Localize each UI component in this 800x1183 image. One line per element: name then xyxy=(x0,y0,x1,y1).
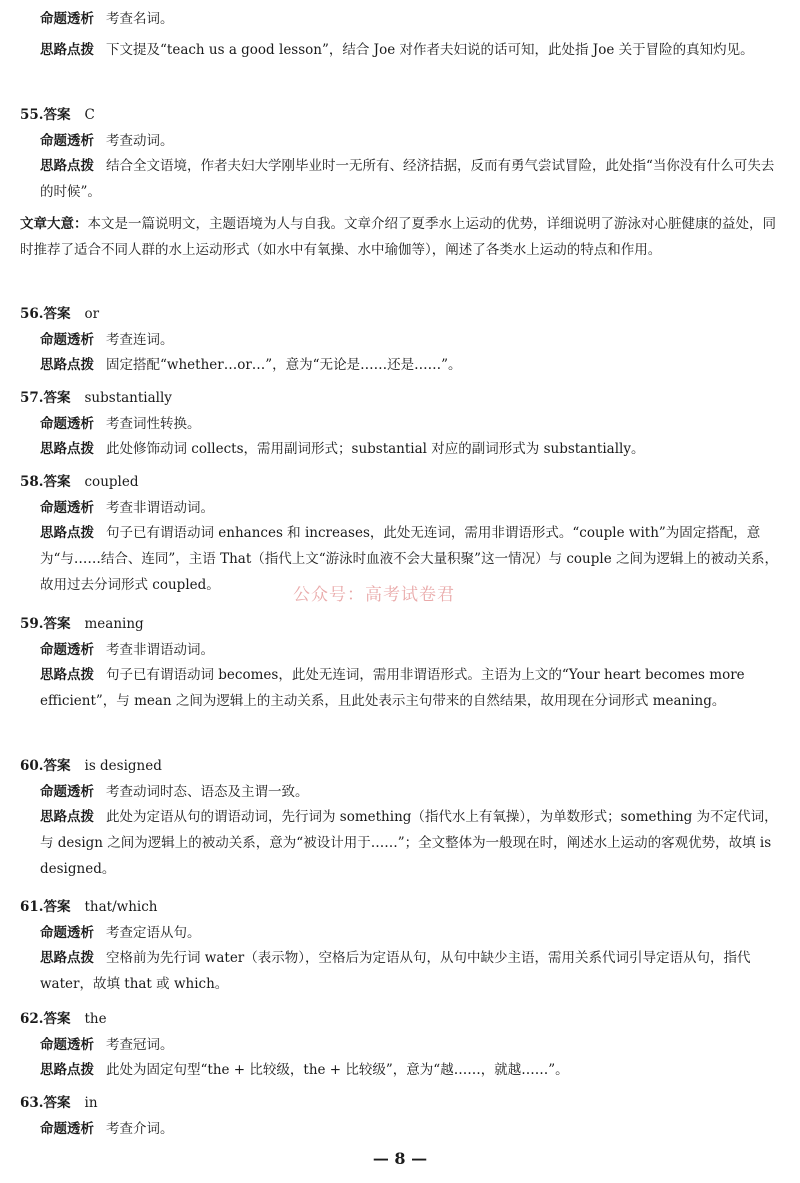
top-guide: 思路点拨 下文提及“teach us a good lesson”，结合 Joe 对作者夫妇说的话可知，此处指 Joe 关于冒险的真知灼见。 xyxy=(40,42,754,58)
q57-analysis: 命题透析 考查词性转换。 xyxy=(40,416,201,432)
q56-guide: 思路点拨 固定搭配“whether…or…”，意为“无论是……还是……”。 xyxy=(40,357,462,373)
q57-guide: 思路点拨 此处修饰动词 collects，需用副词形式；substantial 对应的副词形式为 substantially。 xyxy=(40,441,645,457)
q56-answer: 56.答案 or xyxy=(20,306,100,322)
q61-guide: 思路点拨 空格前为先行词 water（表示物），空格后为定语从句，从句中缺少主语，需用关系代词引导定语从句，指代 water，故填 that 或 which。 xyxy=(40,950,751,992)
q61-analysis: 命题透析 考查定语从句。 xyxy=(40,925,201,941)
q60-answer: 60.答案 is designed xyxy=(20,758,162,774)
q59-answer: 59.答案 meaning xyxy=(20,616,144,632)
q60-analysis: 命题透析 考查动词时态、语态及主谓一致。 xyxy=(40,784,309,800)
page-number: — 8 — xyxy=(372,1149,428,1168)
q58-answer: 58.答案 coupled xyxy=(20,474,139,490)
q58-guide: 思路点拨 句子已有谓语动词 enhances 和 increases，此处无连词，需用非谓语形式。“couple with”为固定搭配，意为“与……结合、连同”，主语 That（指代上文“游泳时血液不会大量积聚”这一情况）与 couple 之间为逻辑上的被动关系，故用过去分词形式 coupled。 xyxy=(40,525,778,593)
watermark: 公众号：高考试卷君 xyxy=(293,585,455,605)
passage-summary: 文章大意：本文是一篇说明文，主题语境为人与自我。文章介绍了夏季水上运动的优势，详细说明了游泳对心脏健康的益处，同时推荐了适合不同人群的水上运动形式（如水中有氧操、水中瑜伽等），阐述了各类水上运动的特点和作用。 xyxy=(20,216,776,258)
q59-analysis: 命题透析 考查非谓语动词。 xyxy=(40,642,214,658)
q61-answer: 61.答案 that/which xyxy=(20,899,158,915)
top-analysis: 命题透析 考查名词。 xyxy=(40,11,174,27)
q58-analysis: 命题透析 考查非谓语动词。 xyxy=(40,500,214,516)
q62-analysis: 命题透析 考查冠词。 xyxy=(40,1037,174,1053)
q62-guide: 思路点拨 此处为固定句型“the + 比较级，the + 比较级”，意为“越……，就越……”。 xyxy=(40,1062,569,1078)
q63-answer: 63.答案 in xyxy=(20,1095,98,1111)
q55-analysis: 命题透析 考查动词。 xyxy=(40,133,174,149)
q57-answer: 57.答案 substantially xyxy=(20,390,172,406)
q55-answer: 55.答案 C xyxy=(20,107,95,123)
q60-guide: 思路点拨 此处为定语从句的谓语动词，先行词为 something（指代水上有氧操），为单数形式；something 为不定代词，与 design 之间为逻辑上的被动关系，意为“被设计用于……”；全文整体为一般现在时，阐述水上运动的客观优势，故填 is designed。 xyxy=(40,809,778,877)
q63-analysis: 命题透析 考查介词。 xyxy=(40,1121,174,1137)
q59-guide: 思路点拨 句子已有谓语动词 becomes，此处无连词，需用非谓语形式。主语为上文的“Your heart becomes more efficient”，与 mean 之间为逻辑上的主动关系，且此处表示主句带来的自然结果，故用现在分词形式 meaning。 xyxy=(40,667,745,709)
q56-analysis: 命题透析 考查连词。 xyxy=(40,332,174,348)
q62-answer: 62.答案 the xyxy=(20,1011,107,1027)
q55-guide: 思路点拨 结合全文语境，作者夫妇大学刚毕业时一无所有、经济拮据，反而有勇气尝试冒险，此处指“当你没有什么可失去的时候”。 xyxy=(40,158,775,200)
